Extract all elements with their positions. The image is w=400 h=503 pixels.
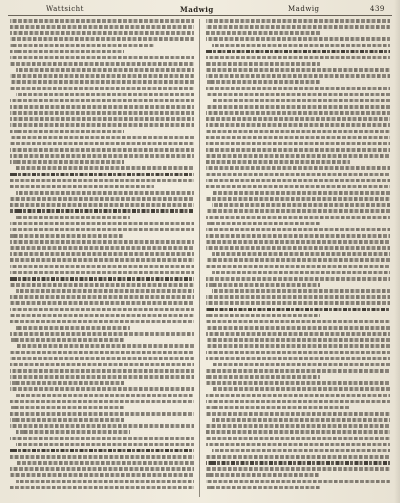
- text-line: [206, 424, 390, 428]
- text-line: [206, 473, 320, 477]
- header-left-title: Wattsicht: [46, 5, 84, 13]
- text-line: [212, 289, 390, 293]
- text-line: [10, 117, 194, 121]
- page-edge-shadow: [394, 0, 400, 503]
- text-line: [10, 62, 194, 66]
- text-line: [206, 344, 390, 348]
- text-line: [206, 332, 390, 336]
- text-line: [212, 44, 390, 48]
- text-line: [206, 277, 390, 281]
- text-line: [10, 246, 194, 250]
- text-line: [206, 369, 390, 373]
- text-line: [10, 486, 194, 490]
- text-line: [10, 160, 124, 164]
- text-line: [10, 412, 194, 416]
- text-line: [206, 148, 390, 152]
- text-line: [206, 406, 350, 410]
- text-line: [212, 203, 390, 207]
- text-line: [10, 357, 194, 361]
- text-line: [10, 50, 124, 54]
- text-line: [206, 295, 390, 299]
- header-middle-title: Madwig: [180, 5, 214, 14]
- text-line: [206, 301, 390, 305]
- text-line: [206, 87, 390, 91]
- text-line: [10, 56, 194, 60]
- text-line: [206, 486, 320, 490]
- text-line: [206, 394, 390, 398]
- text-line: [206, 437, 390, 441]
- text-line: [206, 68, 390, 72]
- text-line: [10, 252, 194, 256]
- text-line: [10, 203, 194, 207]
- page-number: 439: [370, 5, 385, 13]
- text-line: [206, 443, 390, 447]
- text-line: [16, 480, 194, 484]
- text-line: [10, 80, 194, 84]
- text-line: [10, 424, 194, 428]
- text-line: [206, 258, 390, 262]
- text-line: [206, 166, 390, 170]
- text-line: [10, 301, 194, 305]
- text-line: [16, 344, 194, 348]
- text-line: [10, 37, 194, 41]
- text-line: [206, 461, 390, 465]
- text-line: [206, 246, 390, 250]
- text-line: [16, 289, 194, 293]
- text-line: [10, 87, 194, 91]
- text-line: [212, 449, 390, 453]
- text-line: [10, 209, 194, 213]
- header-right-title: Madwig: [288, 5, 320, 13]
- text-line: [206, 185, 390, 189]
- text-line: [206, 222, 320, 226]
- text-line: [206, 320, 390, 324]
- text-line: [10, 265, 194, 269]
- text-line: [10, 105, 194, 109]
- text-line: [10, 467, 194, 471]
- text-line: [206, 338, 390, 342]
- text-line: [10, 400, 194, 404]
- text-line: [206, 56, 390, 60]
- text-line: [206, 375, 320, 379]
- text-line: [206, 357, 390, 361]
- text-line: [206, 265, 390, 269]
- text-line: [206, 234, 390, 238]
- text-line: [206, 467, 390, 471]
- text-line: [10, 130, 124, 134]
- text-line: [10, 31, 194, 35]
- text-line: [10, 74, 194, 78]
- text-line: [206, 197, 390, 201]
- text-line: [10, 375, 194, 379]
- text-line: [10, 277, 194, 281]
- text-line: [10, 142, 194, 146]
- text-line: [212, 191, 390, 195]
- text-line: [206, 62, 320, 66]
- text-line: [206, 142, 390, 146]
- text-line: [10, 295, 194, 299]
- text-line: [206, 105, 390, 109]
- text-line: [10, 136, 194, 140]
- text-line: [10, 332, 194, 336]
- text-line: [206, 314, 320, 318]
- text-line: [16, 326, 130, 330]
- text-line: [16, 430, 130, 434]
- text-line: [206, 80, 320, 84]
- text-line: [10, 283, 194, 287]
- text-line: [16, 166, 194, 170]
- text-line: [16, 461, 194, 465]
- text-line: [206, 480, 390, 484]
- text-line: [10, 258, 194, 262]
- text-line: [206, 130, 390, 134]
- text-line: [10, 351, 194, 355]
- text-line: [10, 381, 124, 385]
- text-line: [16, 68, 194, 72]
- text-line: [10, 228, 194, 232]
- text-line: [10, 363, 194, 367]
- text-line: [16, 191, 194, 195]
- text-line: [10, 234, 124, 238]
- text-line: [16, 394, 194, 398]
- text-line: [206, 179, 390, 183]
- text-line: [10, 473, 194, 477]
- text-line: [10, 320, 194, 324]
- text-line: [10, 99, 194, 103]
- text-column-right: [206, 19, 390, 497]
- text-line: [206, 50, 390, 54]
- text-line: [206, 31, 320, 35]
- text-line: [10, 25, 194, 29]
- text-line: [206, 283, 320, 287]
- text-line: [206, 400, 390, 404]
- text-line: [206, 154, 390, 158]
- text-line: [206, 123, 390, 127]
- text-line: [10, 185, 154, 189]
- text-line: [206, 455, 390, 459]
- text-line: [212, 252, 390, 256]
- text-line: [206, 216, 390, 220]
- text-column-left: [10, 19, 194, 497]
- text-line: [10, 19, 194, 23]
- text-line: [10, 314, 194, 318]
- text-line: [206, 209, 390, 213]
- text-line: [212, 418, 390, 422]
- text-line: [10, 154, 194, 158]
- text-line: [212, 387, 390, 391]
- text-line: [10, 338, 124, 342]
- text-line: [10, 173, 194, 177]
- text-line: [10, 240, 194, 244]
- text-line: [206, 117, 390, 121]
- column-divider: [199, 19, 200, 497]
- text-line: [206, 326, 390, 330]
- text-line: [206, 136, 390, 140]
- text-line: [10, 308, 194, 312]
- text-line: [10, 369, 194, 373]
- text-line: [206, 240, 390, 244]
- text-line: [10, 111, 194, 115]
- text-line: [10, 449, 194, 453]
- text-line: [10, 123, 194, 127]
- text-line: [206, 228, 390, 232]
- text-line: [206, 19, 390, 23]
- text-line: [212, 271, 390, 275]
- header-rule: [8, 15, 392, 16]
- text-line: [10, 271, 194, 275]
- text-line: [206, 111, 390, 115]
- text-line: [16, 443, 194, 447]
- text-line: [206, 412, 390, 416]
- text-line: [10, 222, 194, 226]
- text-line: [206, 351, 390, 355]
- text-line: [206, 381, 390, 385]
- text-line: [206, 37, 390, 41]
- text-line: [16, 216, 130, 220]
- text-line: [10, 197, 194, 201]
- text-line: [206, 74, 390, 78]
- text-line: [206, 308, 390, 312]
- text-line: [206, 430, 390, 434]
- text-line: [206, 160, 350, 164]
- text-line: [212, 99, 390, 103]
- text-line: [10, 44, 154, 48]
- text-line: [10, 418, 124, 422]
- text-line: [206, 173, 390, 177]
- text-line: [10, 437, 194, 441]
- text-line: [10, 179, 194, 183]
- text-line: [10, 455, 194, 459]
- text-line: [16, 93, 194, 97]
- text-line: [10, 148, 194, 152]
- text-line: [206, 25, 390, 29]
- text-line: [10, 406, 124, 410]
- text-line: [10, 387, 194, 391]
- text-line: [212, 363, 390, 367]
- text-line: [206, 93, 390, 97]
